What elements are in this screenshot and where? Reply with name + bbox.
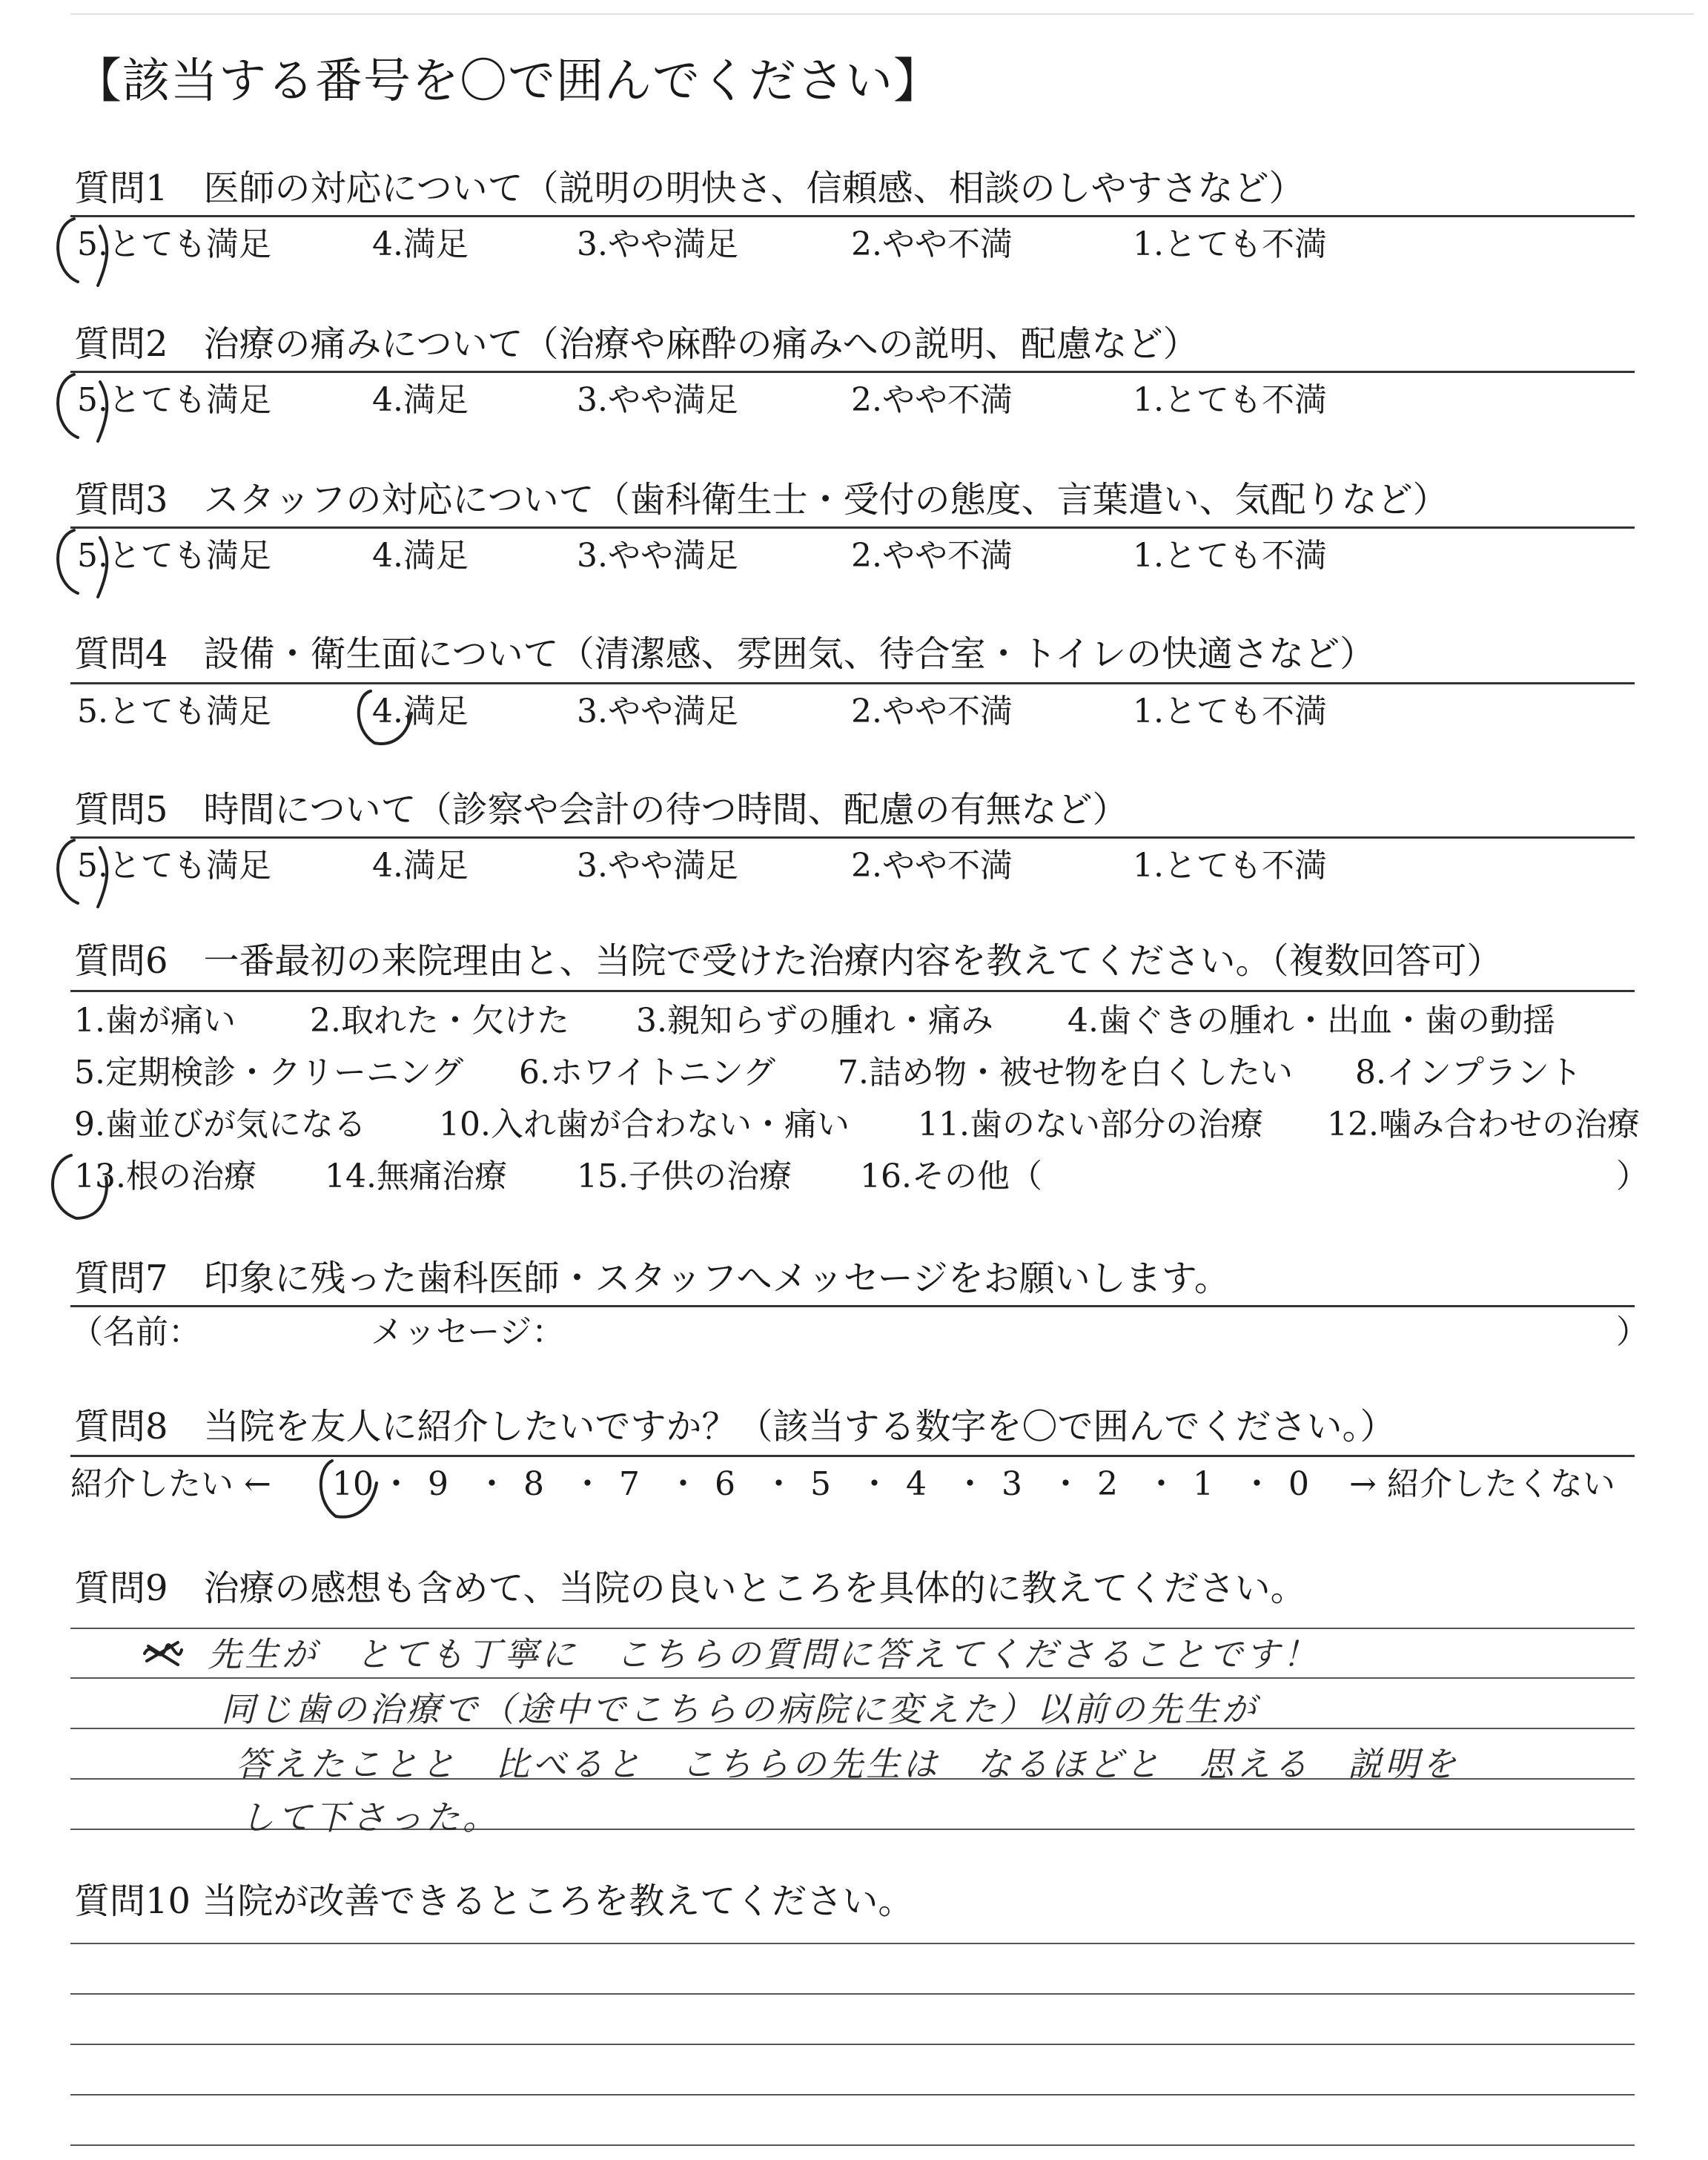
q8-scale-option-9[interactable]: 9 [428, 1465, 448, 1503]
q6-option-11[interactable]: 11.歯のない部分の治療 [918, 1106, 1263, 1143]
q2-option-4[interactable]: 4.満足 [372, 381, 469, 419]
q5-selection-circle [37, 833, 126, 914]
q7-close-paren: ） [1616, 1313, 1649, 1351]
q7-name-label: （名前： [70, 1313, 201, 1351]
q8-scale-option-4[interactable]: 4 [906, 1465, 927, 1503]
q2-option-1[interactable]: 1.とても不満 [1133, 381, 1327, 419]
q2-selection-circle [37, 367, 126, 449]
q4-option-2[interactable]: 2.やや不満 [851, 693, 1013, 730]
q1-title: 質問1 医師の対応について（説明の明快さ、信頼感、相談のしやすさなど） [74, 168, 1305, 209]
q6-title: 質問6 一番最初の来院理由と、当院で受けた治療内容を教えてください。（複数回答可） [74, 940, 1503, 982]
q8-scale-option-10[interactable]: 10 [332, 1465, 374, 1503]
q6-other-close-paren: ） [1616, 1157, 1649, 1195]
q8-scale-separator: ・ [858, 1465, 891, 1503]
q3-selection-circle [37, 523, 126, 604]
q10-line-3 [70, 2044, 1635, 2045]
q5-option-4[interactable]: 4.満足 [372, 847, 469, 885]
q8-scale-separator: ・ [1145, 1465, 1178, 1503]
q3-option-3[interactable]: 3.やや満足 [577, 537, 738, 575]
q4-option-4[interactable]: 4.満足 [372, 693, 469, 730]
q6-selection-circle [36, 1148, 125, 1229]
q10-title: 質問10 当院が改善できるところを教えてください。 [74, 1880, 914, 1922]
q9-title: 質問9 治療の感想も含めて、当院の良いところを具体的に教えてください。 [74, 1568, 1306, 1609]
q1-option-2[interactable]: 2.やや不満 [851, 225, 1013, 263]
scribble-mark [141, 1635, 185, 1672]
q9-line-2 [70, 1677, 1635, 1679]
q8-scale-option-0[interactable]: 0 [1288, 1465, 1309, 1503]
q5-option-2[interactable]: 2.やや不満 [851, 847, 1013, 885]
q4-rule [70, 682, 1635, 684]
q4-title: 質問4 設備・衛生面について（清潔感、雰囲気、待合室・トイレの快適さなど） [74, 633, 1376, 675]
q8-title: 質問8 当院を友人に紹介したいですか？（該当する数字を〇で囲んでください。） [74, 1406, 1396, 1447]
q6-option-14[interactable]: 14.無痛治療 [325, 1157, 507, 1195]
q8-scale-option-1[interactable]: 1 [1193, 1465, 1214, 1503]
q8-scale-option-8[interactable]: 8 [523, 1465, 544, 1503]
q6-option-1[interactable]: 1.歯が痛い [74, 1002, 236, 1040]
q9-answer-line-2: 同じ歯の治療で（途中でこちらの病院に変えた）以前の先生が [221, 1689, 1259, 1729]
q2-title: 質問2 治療の痛みについて（治療や麻酔の痛みへの説明、配慮など） [74, 323, 1199, 365]
q7-title: 質問7 印象に残った歯科医師・スタッフへメッセージをお願いします。 [74, 1258, 1230, 1299]
q6-option-10[interactable]: 10.入れ歯が合わない・痛い [439, 1106, 850, 1143]
q6-option-3[interactable]: 3.親知らずの腫れ・痛み [636, 1002, 993, 1040]
q3-title: 質問3 スタッフの対応について（歯科衛生士・受付の態度、言葉遣い、気配りなど） [74, 479, 1449, 521]
q5-rule [70, 836, 1635, 839]
q4-selection-circle [348, 684, 430, 758]
q1-option-4[interactable]: 4.満足 [372, 225, 469, 263]
q6-option-16[interactable]: 16.その他（ [860, 1157, 1042, 1195]
q3-option-2[interactable]: 2.やや不満 [851, 537, 1013, 575]
page-heading: 【該当する番号を〇で囲んでください】 [74, 54, 941, 109]
q6-option-6[interactable]: 6.ホワイトニング [519, 1054, 776, 1091]
q8-left-label: 紹介したい ← [70, 1465, 271, 1503]
q1-option-1[interactable]: 1.とても不満 [1133, 225, 1327, 263]
q4-option-1[interactable]: 1.とても不満 [1133, 693, 1327, 730]
q9-line-1 [70, 1628, 1635, 1629]
q5-option-5[interactable]: 5.とても満足 [77, 847, 271, 885]
q8-rule [70, 1455, 1635, 1457]
q3-option-4[interactable]: 4.満足 [372, 537, 469, 575]
q9-answer-line-4: して下さった。 [240, 1797, 500, 1837]
q6-option-8[interactable]: 8.インプラント [1355, 1054, 1582, 1091]
q3-rule [70, 526, 1635, 529]
q3-option-1[interactable]: 1.とても不満 [1133, 537, 1327, 575]
q8-right-label: → 紹介したくない [1349, 1465, 1615, 1503]
top-border [70, 13, 1694, 15]
q8-scale-separator: ・ [1049, 1465, 1082, 1503]
q1-option-3[interactable]: 3.やや満足 [577, 225, 738, 263]
q9-answer-line-3: 答えたことと 比べると こちらの先生は なるほどと 思える 説明を [236, 1744, 1459, 1784]
q6-option-13[interactable]: 13.根の治療 [74, 1157, 256, 1195]
q5-option-1[interactable]: 1.とても不満 [1133, 847, 1327, 885]
q2-option-5[interactable]: 5.とても満足 [77, 381, 271, 419]
q1-selection-circle [37, 211, 126, 293]
q8-scale-separator: ・ [762, 1465, 795, 1503]
q8-scale-separator: ・ [953, 1465, 987, 1503]
q8-scale-option-2[interactable]: 2 [1097, 1465, 1118, 1503]
q8-scale-separator: ・ [571, 1465, 604, 1503]
q10-line-1 [70, 1943, 1635, 1944]
q6-option-4[interactable]: 4.歯ぐきの腫れ・出血・歯の動揺 [1068, 1002, 1555, 1040]
q8-scale-option-6[interactable]: 6 [715, 1465, 735, 1503]
q3-option-5[interactable]: 5.とても満足 [77, 537, 271, 575]
q7-message-label: メッセージ： [371, 1313, 565, 1351]
q2-option-2[interactable]: 2.やや不満 [851, 381, 1013, 419]
q8-scale-option-3[interactable]: 3 [1002, 1465, 1022, 1503]
q6-option-9[interactable]: 9.歯並びが気になる [74, 1106, 366, 1143]
q10-line-4 [70, 2094, 1635, 2095]
q8-scale-separator: ・ [475, 1465, 509, 1503]
q6-option-5[interactable]: 5.定期検診・クリーニング [74, 1054, 464, 1091]
q6-option-15[interactable]: 15.子供の治療 [577, 1157, 792, 1195]
q1-rule [70, 215, 1635, 217]
q5-title: 質問5 時間について（診察や会計の待つ時間、配慮の有無など） [74, 789, 1128, 830]
q10-line-5 [70, 2144, 1635, 2146]
q2-rule [70, 371, 1635, 373]
q8-scale-option-7[interactable]: 7 [619, 1465, 640, 1503]
q5-option-3[interactable]: 3.やや満足 [577, 847, 738, 885]
q8-selection-circle [310, 1453, 391, 1527]
q1-option-5[interactable]: 5.とても満足 [77, 225, 271, 263]
q9-answer-line-1: 先生が とても丁寧に こちらの質問に答えてくださることです！ [208, 1634, 1320, 1674]
q4-option-5[interactable]: 5.とても満足 [77, 693, 271, 730]
q4-option-3[interactable]: 3.やや満足 [577, 693, 738, 730]
q6-option-2[interactable]: 2.取れた・欠けた [310, 1002, 569, 1040]
q6-option-12[interactable]: 12.噛み合わせの治療 [1327, 1106, 1640, 1143]
q8-scale-separator: ・ [1240, 1465, 1274, 1503]
q7-rule [70, 1305, 1635, 1307]
q6-option-7[interactable]: 7.詰め物・被せ物を白くしたい [838, 1054, 1293, 1091]
q8-scale-separator: ・ [666, 1465, 700, 1503]
q8-scale-separator: ・ [380, 1465, 413, 1503]
q2-option-3[interactable]: 3.やや満足 [577, 381, 738, 419]
q10-line-2 [70, 1993, 1635, 1995]
q8-scale-option-5[interactable]: 5 [810, 1465, 831, 1503]
q6-rule [70, 990, 1635, 992]
